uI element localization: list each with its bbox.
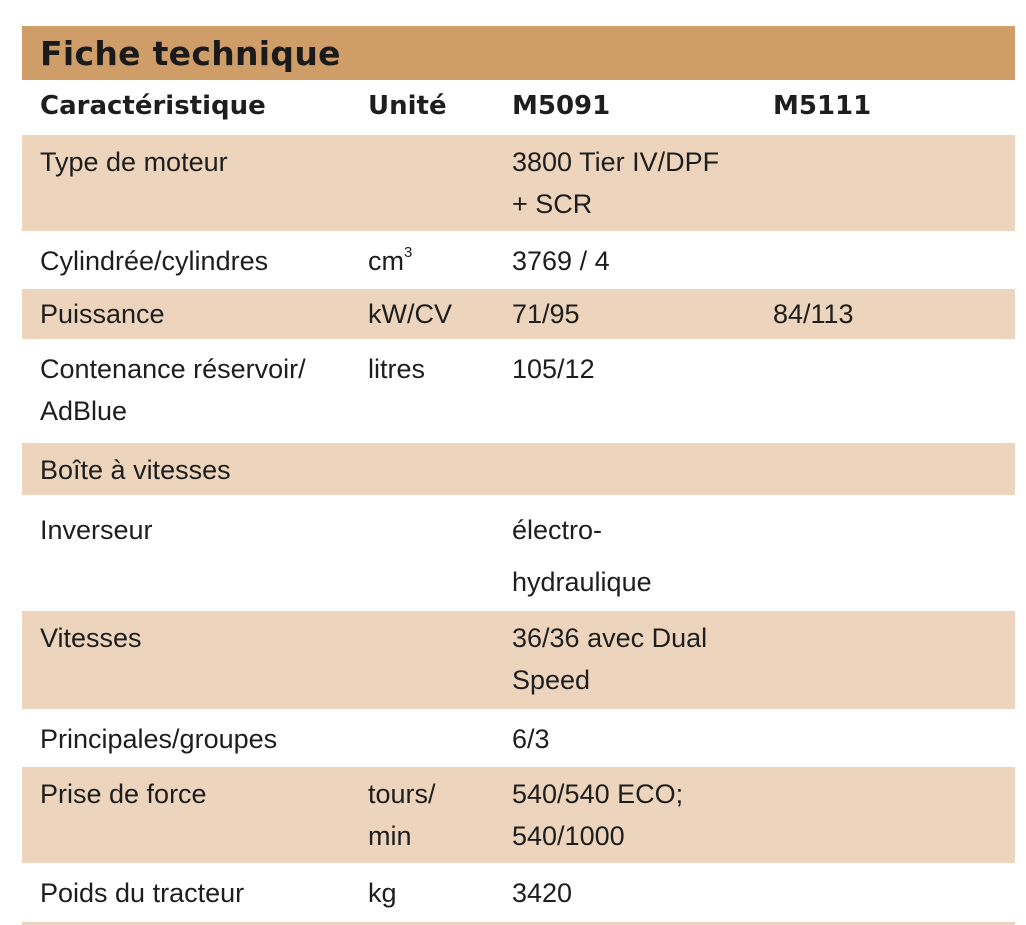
table-row <box>22 495 1015 608</box>
row-value-m5091: 3769 / 4 <box>512 246 610 276</box>
row-label: Vitesses <box>40 623 142 653</box>
header-m5111: M5111 <box>773 91 872 121</box>
row-value-m5111 <box>773 348 1015 432</box>
row-value-m5091: 3420 <box>512 878 573 908</box>
row-value-m5091: 105/12 <box>512 354 595 384</box>
row-value-m5111 <box>773 617 1015 701</box>
table-row <box>22 132 1015 231</box>
table-row <box>22 286 1015 339</box>
row-value-m5091: 36/36 avec Dual Speed <box>512 623 708 695</box>
header-m5091: M5091 <box>512 91 611 121</box>
row-value-m5111 <box>773 240 1015 282</box>
row-value-m5091: 3800 Tier IV/DPF + SCR <box>512 147 720 219</box>
table-row <box>22 440 1015 495</box>
row-unit: cm <box>368 246 404 276</box>
row-value-m5111 <box>773 141 1015 225</box>
title-bar <box>22 26 1015 80</box>
row-unit <box>368 449 512 491</box>
table-row <box>22 709 1015 764</box>
row-unit: kg <box>368 878 397 908</box>
header-characteristic: Caractéristique <box>40 91 266 121</box>
row-unit <box>368 718 512 760</box>
row-label: Puissance <box>40 299 165 329</box>
table-row <box>22 339 1015 440</box>
sheet-title: Fiche technique <box>40 33 341 73</box>
row-unit <box>368 617 512 701</box>
row-value-m5091: 6/3 <box>512 724 550 754</box>
row-label: Boîte à vitesses <box>40 455 231 485</box>
table-row <box>22 608 1015 709</box>
row-label: Inverseur <box>40 515 153 545</box>
row-unit: litres <box>368 354 426 384</box>
row-value-m5111 <box>773 718 1015 760</box>
row-unit: kW/CV <box>368 299 452 329</box>
row-value-m5111 <box>773 773 1015 857</box>
row-value-m5091 <box>512 449 773 491</box>
row-unit <box>368 504 512 608</box>
row-label: Type de moteur <box>40 147 228 177</box>
unit-exponent: 3 <box>404 244 413 261</box>
row-unit: tours/ min <box>368 779 436 851</box>
table-row <box>22 863 1015 916</box>
row-label: Cylindrée/cylindres <box>40 246 269 276</box>
row-value-m5111 <box>773 872 1015 914</box>
row-value-m5091: électro- hydraulique <box>512 515 652 597</box>
row-label: Contenance réservoir/ AdBlue <box>40 354 306 426</box>
row-value-m5091: 540/540 ECO; 540/1000 <box>512 779 684 851</box>
header-unit: Unité <box>368 91 447 121</box>
row-label: Poids du tracteur <box>40 878 245 908</box>
row-unit <box>368 141 512 225</box>
table-header <box>22 80 1015 132</box>
spec-sheet <box>22 26 1015 925</box>
row-label: Prise de force <box>40 779 207 809</box>
row-value-m5091: 71/95 <box>512 299 580 329</box>
table-row <box>22 764 1015 863</box>
row-value-m5111 <box>773 449 1015 491</box>
table-row <box>22 231 1015 286</box>
row-value-m5111: 84/113 <box>773 299 854 329</box>
row-unit-with-exponent <box>368 240 512 282</box>
row-value-m5111 <box>773 504 1015 608</box>
row-label: Principales/groupes <box>40 724 278 754</box>
